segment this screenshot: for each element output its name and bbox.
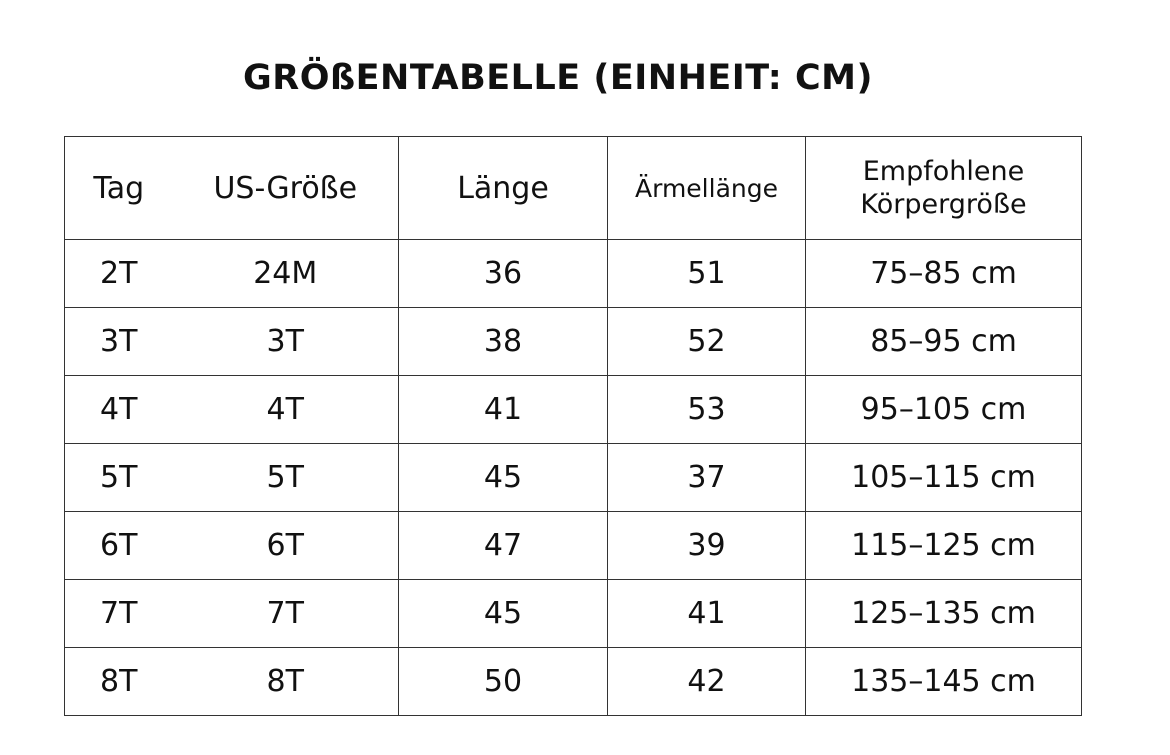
cell-recommended-height: 75–85 cm xyxy=(806,240,1082,308)
cell-sleeve-length: 51 xyxy=(608,240,806,308)
cell-length: 38 xyxy=(399,308,608,376)
table-header-row xyxy=(65,137,1082,240)
cell-length: 47 xyxy=(399,512,608,580)
cell-us-size: 6T xyxy=(173,512,399,580)
header-recommended-height xyxy=(806,137,1082,240)
cell-tag: 2T xyxy=(65,240,173,308)
cell-sleeve-length: 41 xyxy=(608,580,806,648)
cell-length: 45 xyxy=(399,444,608,512)
header-length: Länge xyxy=(399,137,608,240)
cell-sleeve-length: 52 xyxy=(608,308,806,376)
cell-tag: 8T xyxy=(65,648,173,716)
cell-recommended-height: 105–115 cm xyxy=(806,444,1082,512)
table-row xyxy=(65,580,1082,648)
cell-us-size: 5T xyxy=(173,444,399,512)
cell-tag: 5T xyxy=(65,444,173,512)
page-title: GRÖßENTABELLE (EINHEIT: CM) xyxy=(243,58,873,98)
table-row xyxy=(65,240,1082,308)
table-row xyxy=(65,512,1082,580)
cell-sleeve-length: 53 xyxy=(608,376,806,444)
cell-recommended-height: 135–145 cm xyxy=(806,648,1082,716)
table-row xyxy=(65,376,1082,444)
cell-sleeve-length: 42 xyxy=(608,648,806,716)
cell-us-size: 3T xyxy=(173,308,399,376)
cell-tag: 6T xyxy=(65,512,173,580)
header-recommended-height-line2: Körpergröße xyxy=(860,189,1027,220)
size-chart-table xyxy=(64,136,1082,716)
cell-length: 50 xyxy=(399,648,608,716)
cell-us-size: 8T xyxy=(173,648,399,716)
cell-tag: 7T xyxy=(65,580,173,648)
table-row xyxy=(65,308,1082,376)
cell-recommended-height: 85–95 cm xyxy=(806,308,1082,376)
cell-recommended-height: 125–135 cm xyxy=(806,580,1082,648)
cell-length: 41 xyxy=(399,376,608,444)
cell-us-size: 7T xyxy=(173,580,399,648)
cell-recommended-height: 115–125 cm xyxy=(806,512,1082,580)
cell-sleeve-length: 37 xyxy=(608,444,806,512)
table-row xyxy=(65,444,1082,512)
cell-tag: 4T xyxy=(65,376,173,444)
cell-tag: 3T xyxy=(65,308,173,376)
header-sleeve-length: Ärmellänge xyxy=(608,137,806,240)
cell-us-size: 24M xyxy=(173,240,399,308)
header-tag: Tag xyxy=(65,137,173,240)
table-row xyxy=(65,648,1082,716)
cell-length: 45 xyxy=(399,580,608,648)
header-recommended-height-line1: Empfohlene xyxy=(862,156,1025,187)
cell-us-size: 4T xyxy=(173,376,399,444)
header-us-size: US-Größe xyxy=(173,137,399,240)
cell-sleeve-length: 39 xyxy=(608,512,806,580)
cell-recommended-height: 95–105 cm xyxy=(806,376,1082,444)
cell-length: 36 xyxy=(399,240,608,308)
